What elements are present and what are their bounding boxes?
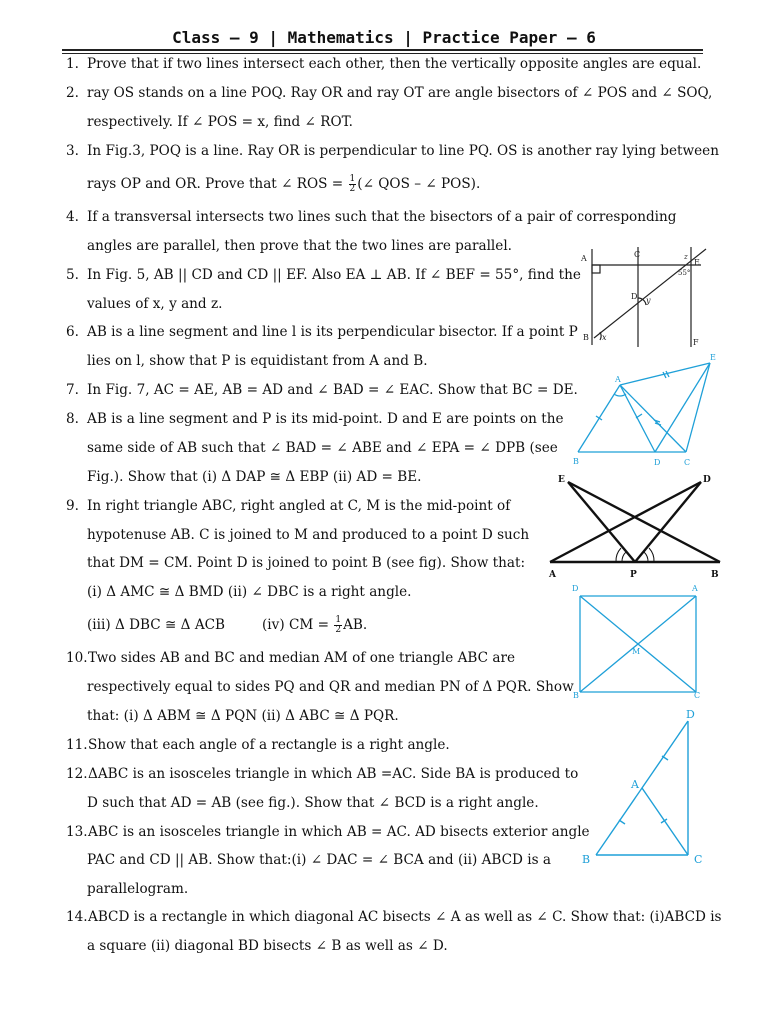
question-text: angles are parallel, then prove that the two lines are parallel. xyxy=(87,238,512,254)
label-z: z xyxy=(684,253,688,261)
label-a: A xyxy=(581,254,587,263)
question-text: D such that AD = AB (see fig.). Show that ∠ BCD is a right angle. xyxy=(87,795,539,811)
label-b: B xyxy=(573,691,579,698)
figure-12-isosceles xyxy=(578,703,710,869)
question-number: 12. xyxy=(66,766,88,782)
label-a: A xyxy=(615,375,621,384)
question-text: respectively. If ∠ POS = x, find ∠ ROT. xyxy=(87,114,353,130)
label-a: A xyxy=(631,778,639,791)
figure-7-triangles xyxy=(570,350,720,468)
question-text: Show that each angle of a rectangle is a right angle. xyxy=(88,737,450,753)
question-text: (iv) CM = xyxy=(262,617,329,633)
figure-8-midpoint xyxy=(546,470,726,582)
question-number: 4. xyxy=(66,209,79,225)
label-b: B xyxy=(573,457,579,466)
angle-arc-x xyxy=(600,332,601,340)
question-text: hypotenuse AB. C is joined to M and produced to a point D such xyxy=(87,527,530,543)
question-number: 10. xyxy=(66,650,88,666)
question-text: same side of AB such that ∠ BAD = ∠ ABE and ∠ EPA = ∠ DPB (see xyxy=(87,440,558,456)
label-angle-55: 55° xyxy=(678,269,691,277)
fraction-one-half: $\frac{1}{2}$ xyxy=(349,174,356,194)
question-text: AB is a line segment and line l is its perpendicular bisector. If a point P xyxy=(87,324,578,340)
question-text: In Fig. 7, AC = AE, AB = AD and ∠ BAD = ∠ EAC. Show that BC = DE. xyxy=(87,382,578,398)
question-text: PAC and CD || AB. Show that:(i) ∠ DAC = ∠ BCA and (ii) ABCD is a xyxy=(87,852,552,868)
question-text: that DM = CM. Point D is joined to point B (see fig). Show that: xyxy=(87,555,526,571)
question-text: In right triangle ABC, right angled at C, M is the mid-point of xyxy=(87,498,511,514)
label-c: C xyxy=(694,691,701,698)
question-text: ABCD is a rectangle in which diagonal AC bisects ∠ A as well as ∠ C. Show that: (i)ABCD is xyxy=(88,909,722,925)
label-y: y xyxy=(646,296,651,305)
label-d: D xyxy=(686,708,695,721)
question-text: (i) Δ AMC ≅ Δ BMD (ii) ∠ DBC is a right angle. xyxy=(87,584,412,600)
fraction-one-half: $\frac{1}{2}$ xyxy=(335,615,342,635)
page-title: Class – 9 | Mathematics | Practice Paper – 6 xyxy=(172,28,596,47)
question-text-with-fraction xyxy=(262,616,367,635)
label-b: B xyxy=(582,853,591,866)
label-e: E xyxy=(558,475,565,485)
figure-9-rectangle xyxy=(568,580,708,698)
question-number: 9. xyxy=(66,498,79,514)
question-number: 1. xyxy=(66,56,79,72)
question-text: rays OP and OR. Prove that ∠ ROS = xyxy=(87,176,344,192)
figure-5-parallel-lines xyxy=(576,243,708,349)
question-text-with-fraction xyxy=(87,175,480,194)
label-d: D xyxy=(572,584,579,593)
question-number: 14. xyxy=(66,909,88,925)
question-text: that: (i) Δ ABM ≅ Δ PQN (ii) Δ ABC ≅ Δ PQR. xyxy=(87,708,399,724)
question-number: 2. xyxy=(66,85,79,101)
question-text: ABC is an isosceles triangle in which AB = AC. AD bisects exterior angle xyxy=(88,824,590,840)
question-text: lies on l, show that P is equidistant from A and B. xyxy=(87,353,428,369)
label-f: F xyxy=(693,338,699,347)
question-text: respectively equal to sides PQ and QR and median PN of Δ PQR. Show xyxy=(87,679,574,695)
question-text: AB. xyxy=(343,617,368,633)
question-number: 8. xyxy=(66,411,79,427)
label-b: B xyxy=(711,570,719,580)
label-d: D xyxy=(703,475,711,485)
question-number: 3. xyxy=(66,143,79,159)
header-rule-thin xyxy=(62,53,703,54)
question-text: In Fig. 5, AB || CD and CD || EF. Also EA ⊥ AB. If ∠ BEF = 55°, find the xyxy=(87,267,581,283)
label-p: P xyxy=(630,570,637,580)
question-number: 5. xyxy=(66,267,79,283)
right-angle-mark xyxy=(592,265,600,273)
question-number: 6. xyxy=(66,324,79,340)
label-e: E xyxy=(694,258,700,267)
label-d: D xyxy=(654,458,661,467)
label-x: x xyxy=(602,333,607,342)
label-d: D xyxy=(631,292,638,301)
question-text: Two sides AB and BC and median AM of one triangle ABC are xyxy=(88,650,516,666)
question-number: 7. xyxy=(66,382,79,398)
question-text: If a transversal intersects two lines such that the bisectors of a pair of corresponding xyxy=(87,209,677,225)
question-text: Prove that if two lines intersect each other, then the vertically opposite angles are equal. xyxy=(87,56,702,72)
label-a: A xyxy=(549,570,556,580)
question-text: ΔABC is an isosceles triangle in which AB =AC. Side BA is produced to xyxy=(88,766,579,782)
question-text: parallelogram. xyxy=(87,881,189,897)
label-c: C xyxy=(694,853,703,866)
question-text: ray OS stands on a line POQ. Ray OR and ray OT are angle bisectors of ∠ POS and ∠ SOQ, xyxy=(87,85,713,101)
label-c: C xyxy=(684,458,691,467)
question-number: 11. xyxy=(66,737,88,753)
label-c: C xyxy=(634,250,641,259)
question-text: a square (ii) diagonal BD bisects ∠ B as well as ∠ D. xyxy=(87,938,448,954)
label-b: B xyxy=(583,333,589,342)
header-rule-thick xyxy=(62,49,703,51)
question-number: 13. xyxy=(66,824,88,840)
question-text: values of x, y and z. xyxy=(87,296,223,312)
question-text: Fig.). Show that (i) Δ DAP ≅ Δ EBP (ii) AD = BE. xyxy=(87,469,422,485)
question-text: In Fig.3, POQ is a line. Ray OR is perpendicular to line PQ. OS is another ray lying between xyxy=(87,143,719,159)
label-m: M xyxy=(632,647,641,656)
question-text: (iii) Δ DBC ≅ Δ ACB xyxy=(87,617,226,633)
transversal-be xyxy=(594,249,706,338)
question-text: AB is a line segment and P is its mid-point. D and E are points on the xyxy=(87,411,564,427)
question-text: (∠ QOS – ∠ POS). xyxy=(357,176,481,192)
label-e: E xyxy=(710,353,716,362)
label-a: A xyxy=(692,584,698,593)
